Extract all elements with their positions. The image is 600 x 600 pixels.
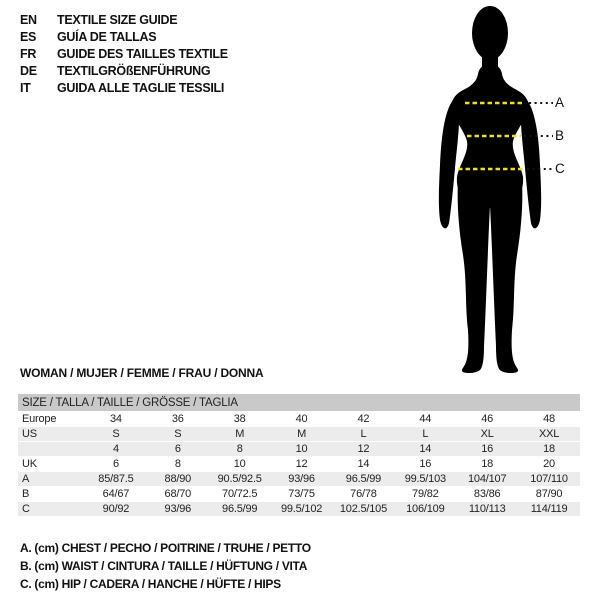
size-cell: 90/92 — [85, 502, 147, 517]
size-cell: 114/119 — [518, 502, 580, 517]
size-cell: 18 — [518, 442, 580, 457]
size-cell: 102.5/105 — [333, 502, 395, 517]
row-label: B — [18, 487, 85, 502]
size-cell: 8 — [147, 457, 209, 472]
guide-title-it: GUIDA ALLE TAGLIE TESSILI — [57, 80, 225, 95]
size-cell: 34 — [85, 412, 147, 427]
language-code: DE — [20, 63, 37, 78]
language-code: EN — [20, 12, 37, 27]
size-cell: 107/110 — [518, 472, 580, 487]
language-row-fr — [20, 45, 228, 62]
size-cell: 6 — [147, 442, 209, 457]
size-cell: 16 — [456, 442, 518, 457]
size-cell: S — [147, 427, 209, 442]
size-cell: 93/96 — [147, 502, 209, 517]
gender-heading: WOMAN / MUJER / FEMME / FRAU / DONNA — [20, 366, 264, 380]
language-list — [20, 11, 228, 96]
legend-waist: B. (cm) WAIST / CINTURA / TAILLE / HÜFTUNG / VITA — [20, 559, 308, 573]
measure-label-waist: B — [555, 128, 565, 143]
measurement-figure — [395, 0, 600, 378]
language-code: ES — [20, 29, 37, 44]
legend-hip: C. (cm) HIP / CADERA / HANCHE / HÜFTE / HIPS — [20, 577, 281, 591]
language-row-de — [20, 62, 228, 79]
size-cell: 99.5/103 — [394, 472, 456, 487]
language-row-es — [20, 28, 228, 45]
size-cell: 18 — [456, 457, 518, 472]
size-cell: M — [271, 427, 333, 442]
size-cell: 6 — [85, 457, 147, 472]
table-row-us-numeric — [18, 442, 580, 457]
size-cell: M — [209, 427, 271, 442]
size-cell: 110/113 — [456, 502, 518, 517]
measurement-legend — [20, 539, 311, 593]
size-cell: 48 — [518, 412, 580, 427]
guide-title-de: TEXTILGRÖßENFÜHRUNG — [57, 63, 211, 78]
size-cell: S — [85, 427, 147, 442]
language-row-en — [20, 11, 228, 28]
guide-title-es: GUÍA DE TALLAS — [57, 29, 157, 44]
size-cell: 76/78 — [333, 487, 395, 502]
size-cell: 4 — [85, 442, 147, 457]
size-cell: 93/96 — [271, 472, 333, 487]
size-cell: 10 — [209, 457, 271, 472]
size-cell: 70/72.5 — [209, 487, 271, 502]
size-table — [18, 394, 580, 516]
table-row-uk — [18, 457, 580, 472]
size-cell: 36 — [147, 412, 209, 427]
legend-chest: A. (cm) CHEST / PECHO / POITRINE / TRUHE / PETTO — [20, 541, 311, 555]
size-cell: 8 — [209, 442, 271, 457]
size-cell: L — [333, 427, 395, 442]
row-label: C — [18, 502, 85, 517]
size-cell: 96.5/99 — [333, 472, 395, 487]
size-cell: 44 — [394, 412, 456, 427]
size-cell: 79/82 — [394, 487, 456, 502]
size-cell: 46 — [456, 412, 518, 427]
size-cell: 38 — [209, 412, 271, 427]
size-cell: 40 — [271, 412, 333, 427]
size-cell: 14 — [333, 457, 395, 472]
size-cell: 85/87.5 — [85, 472, 147, 487]
size-cell: 90.5/92.5 — [209, 472, 271, 487]
table-row-hip — [18, 502, 580, 517]
row-label: UK — [18, 457, 85, 472]
guide-title-en: TEXTILE SIZE GUIDE — [57, 12, 178, 27]
size-cell: 68/70 — [147, 487, 209, 502]
size-cell: 106/109 — [394, 502, 456, 517]
language-code: FR — [20, 46, 37, 61]
table-row-chest — [18, 472, 580, 487]
table-row-waist — [18, 487, 580, 502]
size-cell: 20 — [518, 457, 580, 472]
measure-label-chest: A — [555, 95, 565, 110]
size-table-header-row — [18, 394, 580, 412]
size-cell: 14 — [394, 442, 456, 457]
woman-silhouette-icon — [395, 0, 600, 378]
table-row-us — [18, 427, 580, 442]
table-row-europe — [18, 412, 580, 427]
row-label — [18, 442, 85, 457]
size-cell: 12 — [271, 457, 333, 472]
row-label: Europe — [18, 412, 85, 427]
language-row-it — [20, 79, 228, 96]
size-cell: 73/75 — [271, 487, 333, 502]
row-label: US — [18, 427, 85, 442]
size-table-header: SIZE / TALLA / TAILLE / GRÖSSE / TAGLIA — [18, 394, 580, 412]
size-cell: XL — [456, 427, 518, 442]
size-cell: 64/67 — [85, 487, 147, 502]
size-cell: 83/86 — [456, 487, 518, 502]
size-cell: 10 — [271, 442, 333, 457]
size-cell: XXL — [518, 427, 580, 442]
size-cell: 12 — [333, 442, 395, 457]
size-cell: 96.5/99 — [209, 502, 271, 517]
size-cell: 99.5/102 — [271, 502, 333, 517]
row-label: A — [18, 472, 85, 487]
size-cell: 42 — [333, 412, 395, 427]
language-code: IT — [20, 80, 31, 95]
measure-label-hip: C — [555, 161, 565, 176]
size-cell: 88/90 — [147, 472, 209, 487]
size-cell: 87/90 — [518, 487, 580, 502]
size-cell: L — [394, 427, 456, 442]
size-cell: 104/107 — [456, 472, 518, 487]
guide-title-fr: GUIDE DES TAILLES TEXTILE — [57, 46, 228, 61]
size-cell: 16 — [394, 457, 456, 472]
